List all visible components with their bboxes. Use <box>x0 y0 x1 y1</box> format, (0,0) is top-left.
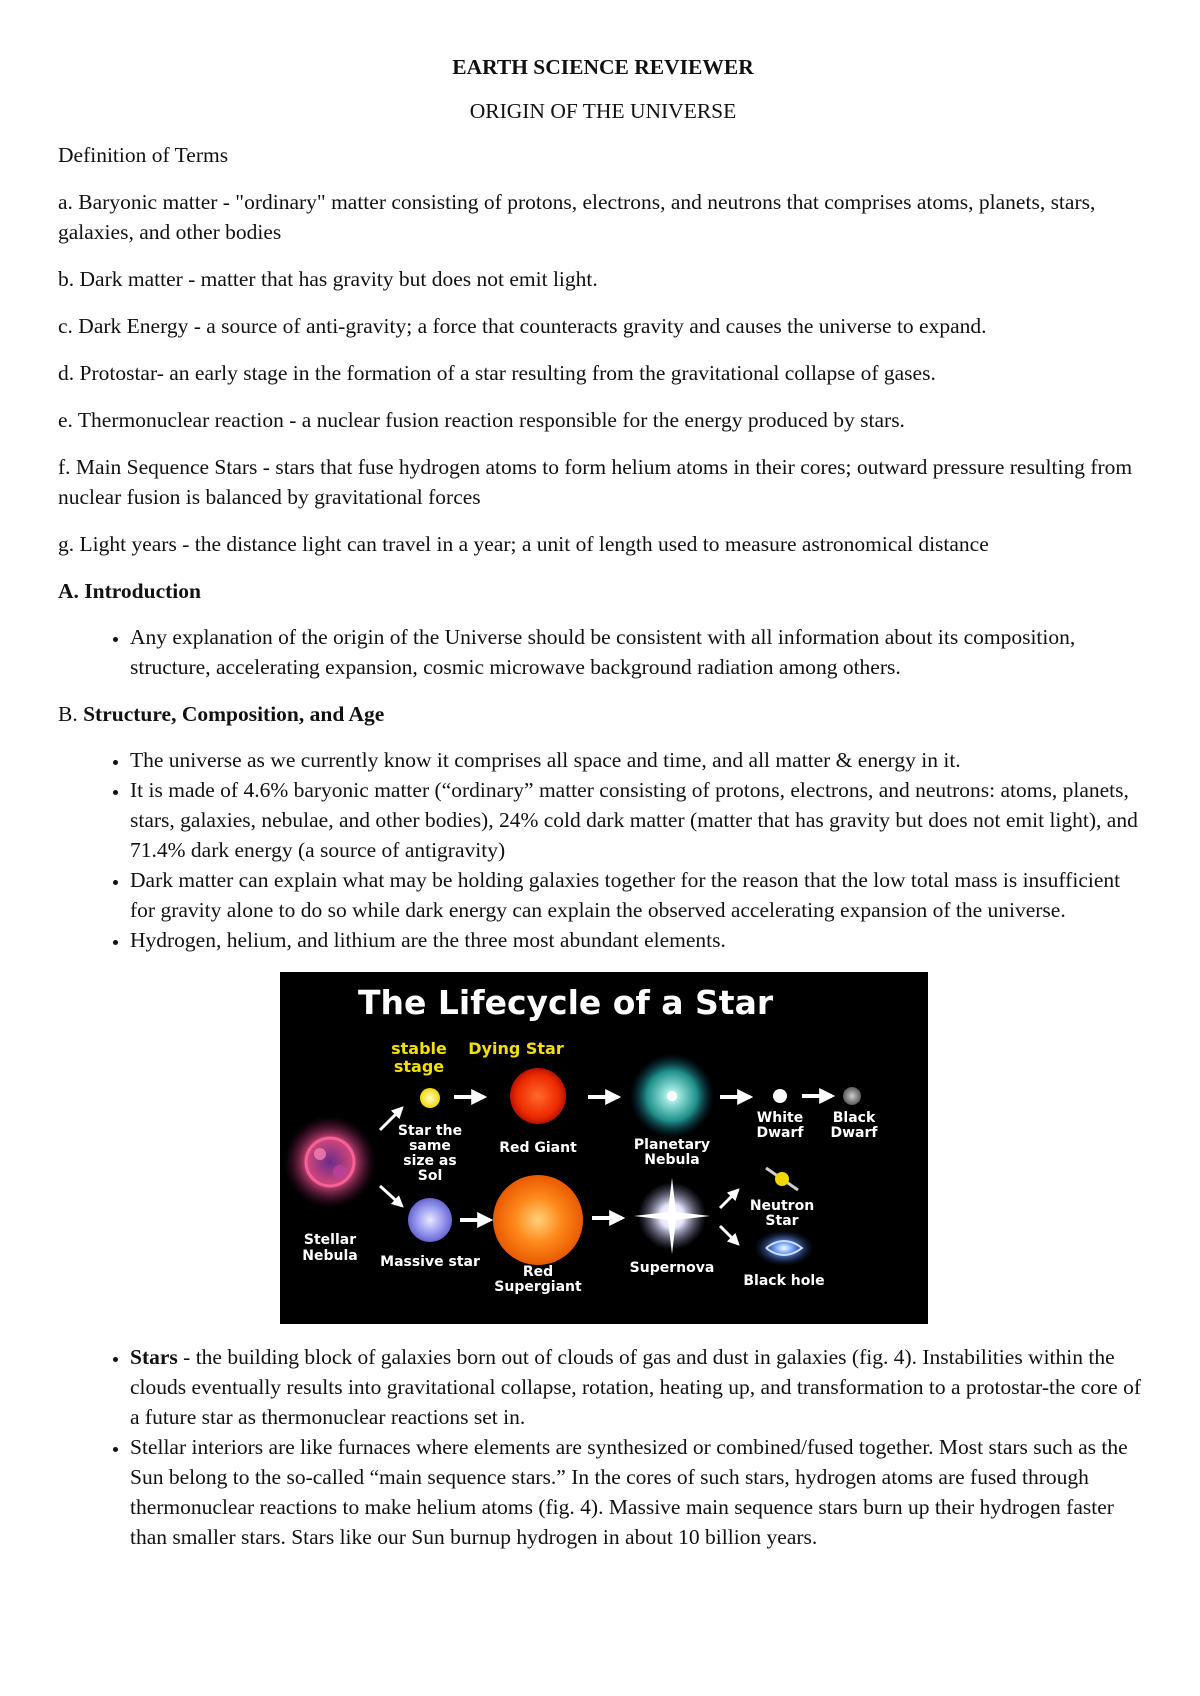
black-dwarf-label: Black Dwarf <box>830 1110 878 1141</box>
massive-star-label: Massive star <box>380 1254 480 1270</box>
dying-star-label: Dying Star <box>468 1039 564 1058</box>
list-item: • It is made of 4.6% baryonic matter (“ordinary” matter consisting of protons, electrons, and neutrons: atoms, planets, stars, galaxies, nebulae, and other bodies), 24% cold dark matter (matter that has gravity but does not emit light), and 71.4% dark energy (a source of antigravity) <box>130 775 1148 865</box>
neutron-star-label: Neutron Star <box>749 1198 815 1229</box>
star-lifecycle-figure <box>280 972 928 1324</box>
stellar-nebula-icon <box>284 1116 376 1208</box>
figure-background <box>280 972 928 1324</box>
definition-item: f. Main Sequence Stars - stars that fuse hydrogen atoms to form helium atoms in their cores; outward pressure resulting from nuclear fusion is balanced by gravitational forces <box>58 455 1133 509</box>
list-item: • Stellar interiors are like furnaces where elements are synthesized or combined/fused together. Most stars such as the Sun belong to the so-called “main sequence stars.” In the cores of such stars, hydrogen atoms are fused through thermonuclear reactions to make helium atoms (fig. 4). Massive main sequence stars burn up their hydrogen faster than smaller stars. Stars like our Sun burnup hydrogen in about 10 billion years. <box>130 1432 1148 1552</box>
figure-title: The Lifecycle of a Star <box>358 983 774 1022</box>
definition-item: g. Light years - the distance light can travel in a year; a unit of length used to measure astronomical distance <box>58 532 989 556</box>
sun-like-star-icon <box>420 1088 440 1108</box>
definition-item: b. Dark matter - matter that has gravity but does not emit light. <box>58 267 598 291</box>
definition-item: e. Thermonuclear reaction - a nuclear fusion reaction responsible for the energy produced by stars. <box>58 408 905 432</box>
list-item: • Dark matter can explain what may be holding galaxies together for the reason that the low total mass is insufficient for gravity alone to do so while dark energy can explain the observed accelerating expansion of the universe. <box>130 865 1148 925</box>
document-title: EARTH SCIENCE REVIEWER <box>452 55 754 79</box>
list-item: • Hydrogen, helium, and lithium are the three most abundant elements. <box>130 925 1148 955</box>
red-supergiant-label: Red Supergiant <box>494 1264 582 1295</box>
white-dwarf-icon <box>773 1089 787 1103</box>
list-item: • The universe as we currently know it comprises all space and time, and all matter & energy in it. <box>130 745 1148 775</box>
definition-item: d. Protostar- an early stage in the formation of a star resulting from the gravitational collapse of gases. <box>58 361 936 385</box>
section-a-list <box>58 622 1148 682</box>
list-item: • Any explanation of the origin of the Universe should be consistent with all information about its composition, structure, accelerating expansion, cosmic microwave background radiation among others. <box>130 622 1148 682</box>
red-giant-icon <box>510 1068 566 1124</box>
document-subtitle: ORIGIN OF THE UNIVERSE <box>469 99 737 123</box>
planetary-nebula-label: Planetary Nebula <box>633 1137 711 1168</box>
supernova-label: Supernova <box>629 1260 715 1276</box>
black-hole-label: Black hole <box>743 1273 825 1289</box>
stable-stage-label: stable stage <box>391 1039 447 1076</box>
list-item: • Stars - the building block of galaxies born out of clouds of gas and dust in galaxies (fig. 4). Instabilities within the clouds eventually results into gravitational collapse, rotation, heating up, and transformation to a protostar-the core of a future star as thermonuclear reactions set in. <box>130 1342 1148 1432</box>
document-page <box>58 52 1148 1569</box>
stars-list <box>58 1342 1148 1552</box>
section-b-list <box>58 745 1148 955</box>
star-same-size-label: Star the same size as Sol <box>397 1123 463 1184</box>
stellar-nebula-label: Stellar Nebula <box>302 1232 358 1264</box>
white-dwarf-label: White Dwarf <box>756 1110 804 1141</box>
black-dwarf-icon <box>843 1087 861 1105</box>
red-giant-label: Red Giant <box>499 1140 577 1156</box>
black-hole-icon <box>754 1230 814 1266</box>
section-b-heading: B. Structure, Composition, and Age <box>58 702 385 726</box>
section-a-heading: A. Introduction <box>58 579 201 603</box>
red-supergiant-icon <box>493 1175 583 1265</box>
definitions-heading: Definition of Terms <box>58 143 229 167</box>
massive-star-icon <box>408 1198 452 1242</box>
definition-item: a. Baryonic matter - "ordinary" matter consisting of protons, electrons, and neutrons that comprises atoms, planets, stars, galaxies, and other bodies <box>58 190 1096 244</box>
definition-item: c. Dark Energy - a source of anti-gravity; a force that counteracts gravity and causes the universe to expand. <box>58 314 987 338</box>
